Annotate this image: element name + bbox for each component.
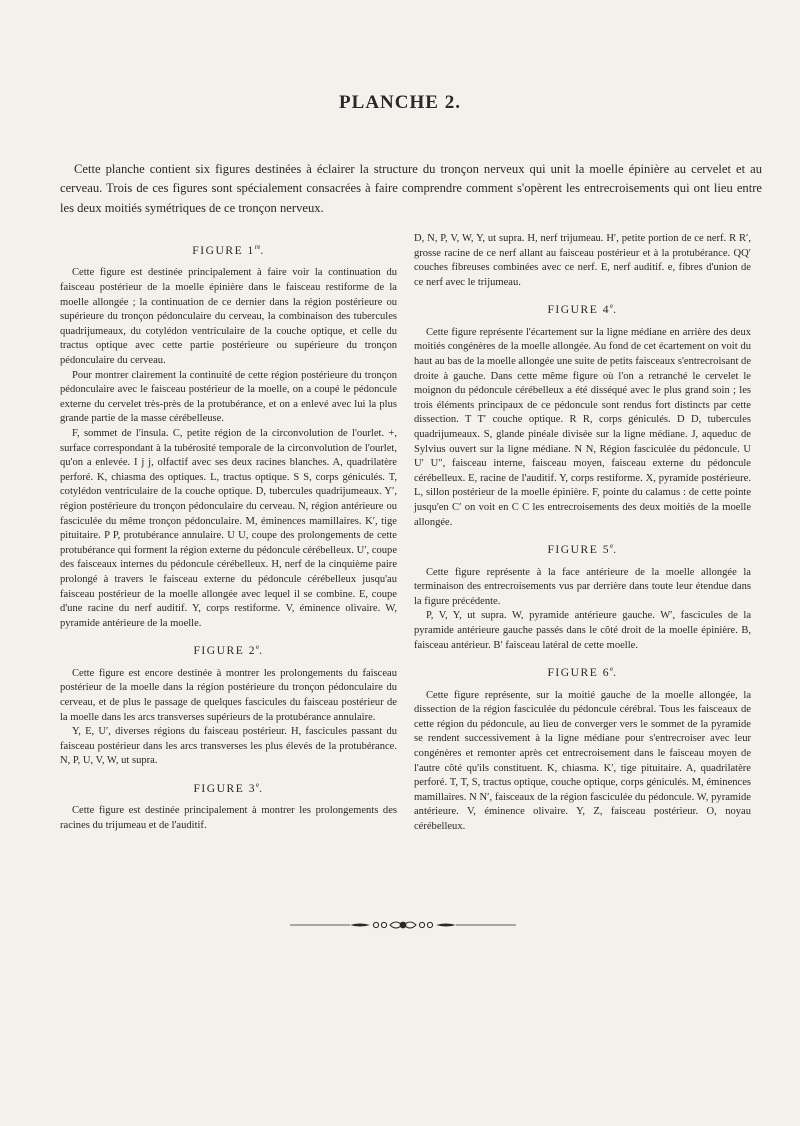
- figure-2-paragraph: Cette figure est encore destinée à montrer les prolongements du faisceau postérieur de la moelle dans la région postérieure du tronçon pédonculaire du cerveau, et de plus le passage de quelques fascicules du faisceau postérieur de la moelle dans les arcs transverses supérieurs de la protubérance annulaire.: [60, 667, 397, 723]
- intro-paragraph: Cette planche contient six figures destinées à éclairer la structure du tronçon nerveux qui unit la moelle épinière au cervelet et au cerveau. Trois de ces figures sont spécialement consacrées à faire comprendre comment s'opèrent les entrecroisements qui ont lieu entre les deux moitiés symétriques de ce tronçon nerveux.: [60, 162, 762, 215]
- figure-4-paragraph: Cette figure représente l'écartement sur la ligne médiane en arrière des deux moitiés congénères de la moelle allongée. Au fond de cet écartement on voit du haut au bas de la moelle allongée une suite de petits faisceaux s'entrecroisant de droite à gauche. Dans cette même figure où l'on a retranché le cervelet le moignon du pédoncule cérébelleux a été disséqué avec le plus grand soin ; les trois éléments principaux de ce pédoncule sont rendus fort distincts par cette dissection. T T′ couche optique. R R, corps géniculés. D D, tubercules quadrijumeaux. S, glande pinéale divisée sur la ligne médiane. J, aqueduc de Sylvius ouvert sur la ligne médiane. N N, Région fasciculée du pédoncule. U U′ U″, faisceau interne, faisceau moyen, faisceau externe du pédoncule cérébelleux. E, racine de l'auditif. Y, corps restiforme. X, pyramide postérieure. L, sillon postérieur de la moelle épinière. F, pointe du calamus : de cette pointe jusqu'en C′ on voit en C C les entrecroisements des deux moitiés de la moelle allongée.: [414, 326, 751, 528]
- figure-6-paragraph: Cette figure représente, sur la moitié gauche de la moelle allongée, la dissection de la région fasciculée du pédoncule cérébral. Tous les faisceaux de cette région du pédoncule, au lieu de converger vers le sommet de la pyramide se rendent successivement à la ligne médiane pour s'entrecroiser avec leur congénères et remonter après cet entrecroisement dans le faisceau moyen de l'autre côté qu'ils constituent. K, chiasma. K′, tige pituitaire. A, quadrilatère perforé. T, T, S, tractus optique, couche optique, corps géniculés. M, éminences mamillaires. N N′, faisceaux de la région fasciculée du pédoncule. W, pyramide antérieure. V, éminence olivaire. Y, Z, faisceau postérieur. O, noyau cérébelleux.: [414, 689, 751, 832]
- right-column: [414, 232, 751, 835]
- figure-1-heading: FIGURE 1re.: [192, 243, 265, 257]
- figure-3-legend: D, N, P, V, W, Y, ut supra. H, nerf trijumeau. H′, petite portion de ce nerf. R R′, grosse racine de ce nerf allant au faisceau postérieur et à la protubérance. QQ′ couches fibreuses combinées avec ce nerf. E, nerf auditif. e, fibres d'union de ce nerf avec le trijumeau.: [414, 233, 751, 288]
- left-column: [60, 240, 397, 834]
- figure-1-legend: F, sommet de l'insula. C, petite région de la circonvolution de l'ourlet. +, surface correspondant à la tubérosité temporale de la circonvolution de l'ourlet, qu'on a enlevée. I j j, olfactif avec ses deux racines blanches. A, quadrilatère perforé. K, chiasma des optiques. L, tractus optique. S S, corps géniculés. T, cotylédon ventriculaire de la couche optique. D, tubercules quadrijumeaux. Y′, région postérieure du tronçon pédonculaire du cerveau. N, région antérieure ou fasciculée du même tronçon pédonculaire. M, éminences mamillaires. K′, tige pituitaire. P P, protubérance annulaire. U U, coupe des prolongements de cette protubérance qui forment la région externe du pédoncule cérébelleux. U′, coupe des faisceaux internes du pédoncule cérébelleux. H, nerf de la cinquième paire prolongé à travers le faisceau externe du pédoncule cérébelleux jusqu'au faisceau postérieur de la moelle allongée avec lequel il se combine. E, coupe d'une racine du nerf auditif. Y, corps restiforme. V, éminence olivaire. W, pyramide antérieure de la moelle.: [60, 427, 397, 629]
- figure-4-heading: FIGURE 4e.: [547, 302, 618, 317]
- figure-1-paragraph: Pour montrer clairement la continuité de cette région postérieure du tronçon pédonculaire avec le faisceau postérieur de la moelle, on a coupé le pédoncule externe du cervelet très-près de la protubérance, et on a enlevé avec lui la plus grande partie de la masse cérébelleuse.: [60, 369, 397, 425]
- decorative-rule-ornament-icon: [290, 917, 516, 933]
- figure-5-legend: P, V, Y, ut supra. W, pyramide antérieure gauche. W′, fascicules de la pyramide antérieure gauche passés dans le côté droit de la moelle épinière. B, faisceau antérieur. B′ faisceau latéral de cette moelle.: [414, 610, 751, 651]
- figure-2-heading: FIGURE 2e.: [193, 643, 264, 658]
- figure-2-legend: Y, E, U′, diverses régions du faisceau postérieur. H, fascicules passant du faisceau postérieur dans les arcs transverses les plus élevés de la protubérance. N, P, U, V, W, ut supra.: [60, 726, 397, 767]
- figure-5-heading: FIGURE 5e.: [547, 542, 618, 556]
- figure-3-paragraph: Cette figure est destinée principalement à montrer les prolongements des racines du trijumeau et de l'auditif.: [60, 805, 397, 831]
- figure-1-paragraph: Cette figure est destinée principalement à faire voir la continuation du faisceau postérieur de la moelle épinière dans le faisceau restiforme de la moelle allongée ; la continuation de ce dernier dans la région postérieure ou supérieure du tronçon pédonculaire du cerveau, la combinaison des tubercules quadrijumeaux, du cotylédon ventriculaire de la couche optique, et celle du tractus optique avec cette partie postérieure ou supérieure du tronçon pédonculaire du cerveau.: [60, 267, 397, 367]
- figure-5-paragraph: Cette figure représente à la face antérieure de la moelle allongée la terminaison des entrecroisements vus par derrière dans toute leur étendue dans la figure précédente.: [414, 566, 751, 607]
- figure-3-heading: FIGURE 3e.: [193, 780, 264, 795]
- page-title: PLANCHE 2.: [339, 92, 461, 113]
- figure-6-heading: FIGURE 6e.: [547, 665, 618, 680]
